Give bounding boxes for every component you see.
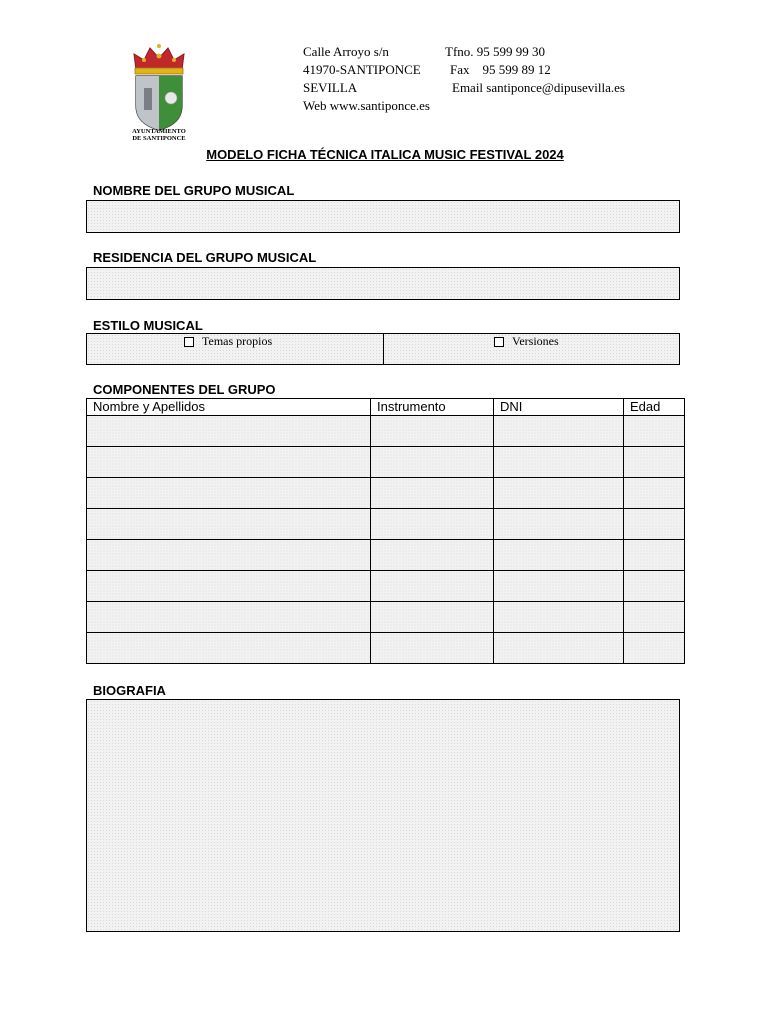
cell-instrument[interactable]	[371, 447, 494, 478]
style-option-covers-label: Versiones	[512, 334, 559, 348]
group-name-label: NOMBRE DEL GRUPO MUSICAL	[93, 183, 295, 198]
cell-name[interactable]	[87, 416, 371, 447]
cell-dni[interactable]	[494, 571, 624, 602]
cell-age[interactable]	[624, 602, 685, 633]
municipal-crest-logo	[122, 40, 196, 144]
cell-age[interactable]	[624, 633, 685, 664]
contact-phone: Tfno. 95 599 99 30	[445, 44, 546, 59]
cell-instrument[interactable]	[371, 416, 494, 447]
col-header-age: Edad	[624, 399, 685, 416]
cell-name[interactable]	[87, 540, 371, 571]
col-header-name: Nombre y Apellidos	[87, 399, 371, 416]
style-option-original-label: Temas propios	[202, 334, 273, 348]
cell-name[interactable]	[87, 571, 371, 602]
cell-age[interactable]	[624, 571, 685, 602]
website: Web www.santiponce.es	[303, 98, 430, 113]
table-row	[87, 633, 685, 664]
residence-field[interactable]	[86, 267, 680, 300]
cell-name[interactable]	[87, 633, 371, 664]
cell-age[interactable]	[624, 509, 685, 540]
biography-field[interactable]	[86, 699, 680, 932]
cell-name[interactable]	[87, 447, 371, 478]
cell-dni[interactable]	[494, 509, 624, 540]
cell-age[interactable]	[624, 447, 685, 478]
style-label: ESTILO MUSICAL	[93, 318, 203, 333]
members-table	[86, 398, 685, 664]
table-row	[87, 540, 685, 571]
checkbox-original[interactable]	[184, 337, 194, 347]
cell-instrument[interactable]	[371, 478, 494, 509]
table-row	[87, 447, 685, 478]
residence-label: RESIDENCIA DEL GRUPO MUSICAL	[93, 250, 317, 265]
col-header-instrument: Instrumento	[371, 399, 494, 416]
members-table-header	[87, 399, 685, 416]
cell-dni[interactable]	[494, 540, 624, 571]
cell-age[interactable]	[624, 478, 685, 509]
cell-age[interactable]	[624, 416, 685, 447]
style-option-original[interactable]	[184, 334, 272, 349]
cell-instrument[interactable]	[371, 602, 494, 633]
cell-name[interactable]	[87, 509, 371, 540]
cell-name[interactable]	[87, 478, 371, 509]
cell-dni[interactable]	[494, 633, 624, 664]
contact-email: Email santiponce@dipusevilla.es	[452, 80, 625, 95]
table-row	[87, 478, 685, 509]
cell-dni[interactable]	[494, 602, 624, 633]
cell-dni[interactable]	[494, 416, 624, 447]
contact-fax: Fax 95 599 89 12	[450, 62, 551, 77]
cell-instrument[interactable]	[371, 540, 494, 571]
cell-instrument[interactable]	[371, 633, 494, 664]
table-row	[87, 602, 685, 633]
biography-label: BIOGRAFIA	[93, 683, 166, 698]
table-row	[87, 571, 685, 602]
cell-instrument[interactable]	[371, 509, 494, 540]
cell-dni[interactable]	[494, 447, 624, 478]
address-block	[303, 43, 443, 97]
checkbox-covers[interactable]	[494, 337, 504, 347]
cell-name[interactable]	[87, 602, 371, 633]
address-postal-city: 41970-SANTIPONCE	[303, 62, 421, 77]
table-row	[87, 509, 685, 540]
address-street: Calle Arroyo s/n	[303, 44, 389, 59]
document-title: MODELO FICHA TÉCNICA ITALICA MUSIC FESTIVAL 2024	[206, 147, 564, 162]
cell-age[interactable]	[624, 540, 685, 571]
cell-dni[interactable]	[494, 478, 624, 509]
col-header-dni: DNI	[494, 399, 624, 416]
cell-instrument[interactable]	[371, 571, 494, 602]
crest-icon	[122, 40, 196, 132]
style-option-covers[interactable]	[494, 334, 559, 349]
crest-caption-1: AYUNTAMIENTO	[132, 128, 186, 135]
group-name-field[interactable]	[86, 200, 680, 233]
table-row	[87, 416, 685, 447]
members-label: COMPONENTES DEL GRUPO	[93, 382, 276, 397]
crest-caption-2: DE SANTIPONCE	[132, 135, 186, 142]
address-province: SEVILLA	[303, 80, 358, 95]
